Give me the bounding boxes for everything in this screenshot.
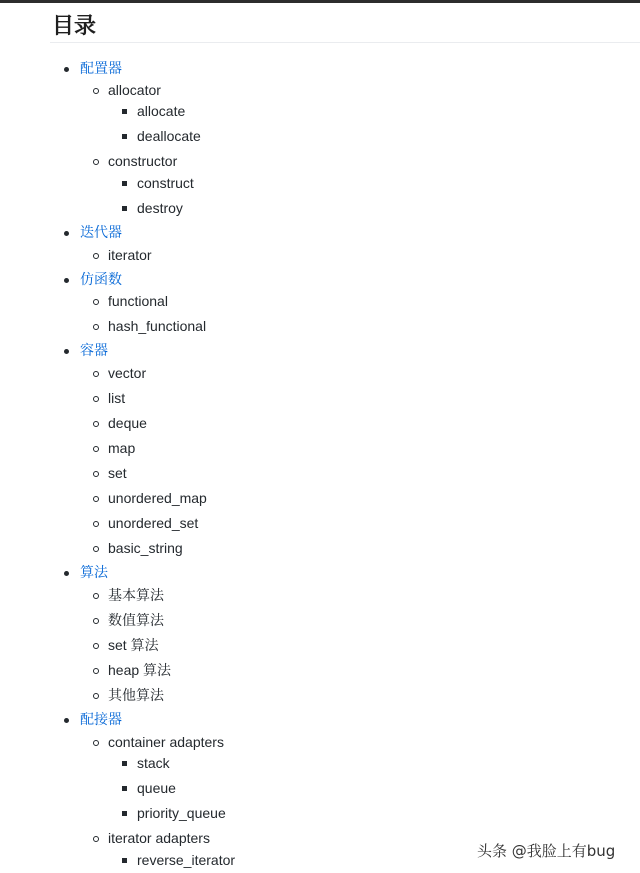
- toc-label[interactable]: 容器: [80, 343, 108, 359]
- bullet-circle-icon: [93, 593, 99, 599]
- bullet-square-icon: [122, 786, 127, 791]
- bullet-square-icon: [122, 206, 127, 211]
- toc-label: destroy: [137, 200, 183, 216]
- watermark: 头条 @我脸上有bug: [477, 842, 616, 860]
- bullet-circle-icon: [93, 88, 99, 94]
- bullet-square-icon: [122, 134, 127, 139]
- toc-label: set: [108, 465, 127, 481]
- bullet-square-icon: [122, 761, 127, 766]
- bullet-circle-icon: [93, 446, 99, 452]
- toc-label: queue: [137, 780, 176, 796]
- bullet-disc-icon: [64, 349, 69, 354]
- toc-label[interactable]: 配接器: [80, 712, 122, 728]
- toc-label: stack: [137, 755, 170, 771]
- toc-label: 数值算法: [108, 612, 164, 628]
- toc-label: container adapters: [108, 734, 224, 750]
- bullet-square-icon: [122, 109, 127, 114]
- toc-label: vector: [108, 365, 147, 381]
- toc-label: constructor: [108, 153, 178, 169]
- bullet-circle-icon: [93, 668, 99, 674]
- toc-label: unordered_set: [108, 515, 199, 531]
- bullet-circle-icon: [93, 471, 99, 477]
- bullet-circle-icon: [93, 740, 99, 746]
- bullet-circle-icon: [93, 396, 99, 402]
- toc-label: allocator: [108, 82, 161, 98]
- toc-label: priority_queue: [137, 805, 226, 821]
- bullet-square-icon: [122, 858, 127, 863]
- toc-label[interactable]: 配置器: [80, 61, 122, 77]
- toc-label: list: [108, 390, 126, 406]
- toc-label: heap 算法: [108, 662, 172, 678]
- toc-label: reverse_iterator: [137, 852, 236, 868]
- toc-label: set 算法: [108, 637, 159, 653]
- toc-label: allocate: [137, 103, 186, 119]
- bullet-circle-icon: [93, 836, 99, 842]
- bullet-circle-icon: [93, 324, 99, 330]
- bullet-circle-icon: [93, 618, 99, 624]
- bullet-disc-icon: [64, 231, 69, 236]
- toc-label: construct: [137, 175, 194, 191]
- bullet-circle-icon: [93, 496, 99, 502]
- toc-label: functional: [108, 293, 168, 309]
- toc-label: unordered_map: [108, 490, 207, 506]
- page-title: 目录: [52, 14, 97, 39]
- bullet-circle-icon: [93, 421, 99, 427]
- toc-label[interactable]: 仿函数: [80, 272, 122, 288]
- toc-label: 基本算法: [108, 587, 164, 603]
- bullet-circle-icon: [93, 371, 99, 377]
- toc-label: hash_functional: [108, 318, 207, 334]
- toc-label: map: [108, 440, 136, 456]
- toc-label: deallocate: [137, 128, 201, 144]
- bullet-disc-icon: [64, 718, 69, 723]
- toc-label: basic_string: [108, 540, 183, 556]
- bullet-circle-icon: [93, 521, 99, 527]
- toc-label: deque: [108, 415, 147, 431]
- toc-label[interactable]: 迭代器: [80, 225, 122, 241]
- bullet-square-icon: [122, 181, 127, 186]
- bullet-disc-icon: [64, 571, 69, 576]
- bullet-circle-icon: [93, 253, 99, 259]
- bullet-circle-icon: [93, 159, 99, 165]
- toc-label[interactable]: 算法: [80, 565, 108, 581]
- toc-label: iterator adapters: [108, 830, 210, 846]
- bullet-square-icon: [122, 811, 127, 816]
- bullet-circle-icon: [93, 546, 99, 552]
- bullet-disc-icon: [64, 278, 69, 283]
- bullet-circle-icon: [93, 643, 99, 649]
- title-divider: [50, 42, 640, 43]
- bullet-circle-icon: [93, 299, 99, 305]
- toc-label: 其他算法: [108, 687, 164, 703]
- bullet-disc-icon: [64, 67, 69, 72]
- window-top-bar: [0, 0, 640, 3]
- toc-label: iterator: [108, 247, 152, 263]
- bullet-circle-icon: [93, 693, 99, 699]
